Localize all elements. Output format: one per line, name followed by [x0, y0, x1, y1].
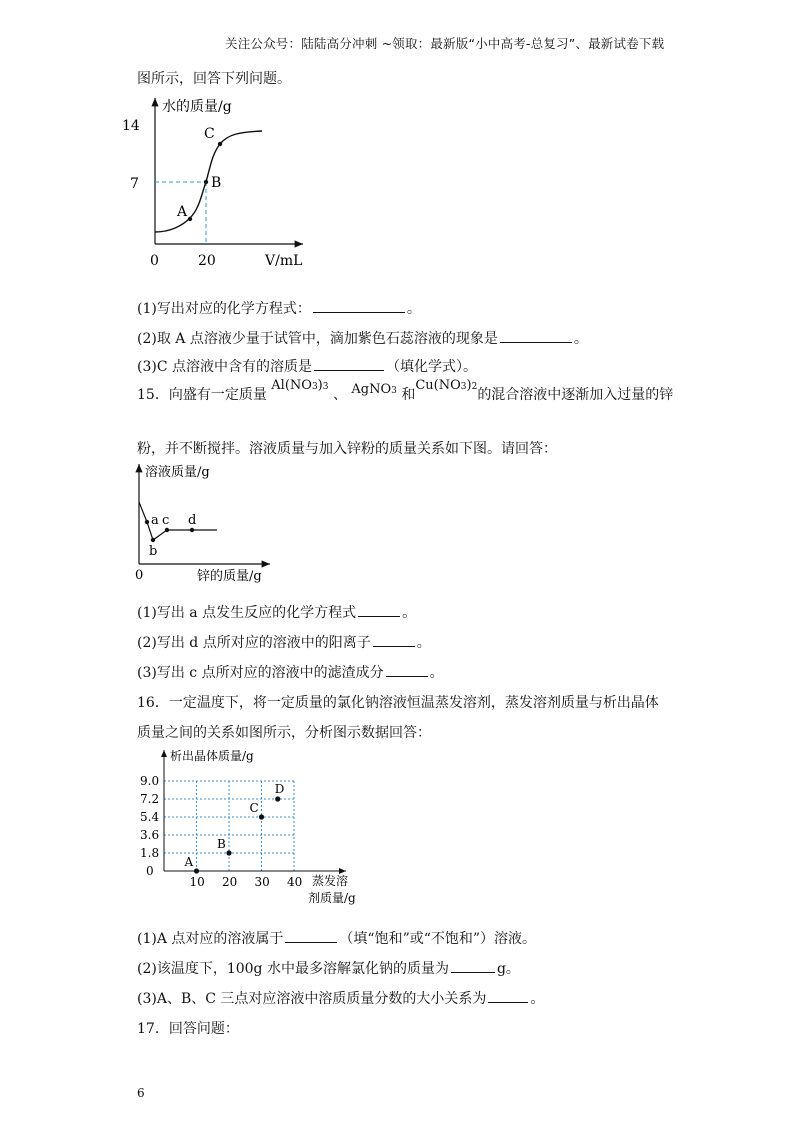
q16-part3: (3)A、B、C 三点对应溶液中溶质质量分数的大小关系为 。: [137, 988, 544, 1008]
point-d-label: D: [274, 782, 285, 796]
y-tick-1.8: 1.8: [140, 846, 160, 860]
point-a-marker: [188, 217, 192, 221]
y-tick-3.6: 3.6: [140, 828, 160, 842]
x-axis-label-line2: 剂质量/g: [308, 891, 356, 905]
q16-stem-line1: 16．一定温度下，将一定质量的氯化钠溶液恒温蒸发溶剂，蒸发溶剂质量与析出晶体: [137, 695, 659, 711]
x-tick-30: 30: [254, 875, 270, 889]
point-c-marker: [218, 142, 222, 146]
y-axis-label: 水的质量/g: [162, 99, 232, 115]
crystal-mass-chart: [138, 744, 368, 910]
q16-part2: (2)该温度下，100g 水中最多溶解氯化钠的质量为 g。: [137, 958, 520, 978]
q16-stem-line2: 质量之间的关系如图所示，分析图示数据回答：: [137, 725, 431, 741]
point-a-label: A: [177, 204, 188, 220]
y-tick-7: 7: [130, 176, 139, 192]
page-header: 关注公众号：陆陆高分冲刺 ~领取：最新版“小中高考-总复习”、最新试卷下载: [225, 36, 665, 51]
x-tick-0: 0: [150, 253, 159, 269]
point-a-marker: [145, 520, 149, 524]
point-c-label: c: [162, 513, 170, 528]
origin-label: 0: [135, 568, 144, 583]
point-b-marker: [226, 850, 231, 855]
x-tick-20: 20: [222, 875, 238, 889]
x-axis-label: 锌的质量/g: [197, 569, 262, 584]
q14-part1: (1)写出对应的化学方程式： 。: [137, 298, 421, 318]
point-b-marker: [151, 538, 155, 542]
point-d-marker: [275, 796, 280, 801]
solution-mass-chart: [125, 458, 285, 586]
q14-part3: (3)C 点溶液中含有的溶质是 （填化学式）。: [137, 356, 477, 376]
y-tick-9.0: 9.0: [140, 774, 160, 788]
q15-part2: (2)写出 d 点所对应的溶液中的阳离子 。: [137, 632, 431, 652]
point-a-label: A: [184, 855, 194, 869]
x-axis-label: V/mL: [265, 253, 303, 269]
q15-stem-line2: 粉，并不断搅拌。溶液质量与加入锌粉的质量关系如下图。请回答：: [137, 441, 557, 457]
point-c-label: C: [204, 126, 215, 142]
x-tick-10: 10: [189, 875, 205, 889]
water-mass-chart: [120, 92, 320, 270]
y-axis-label: 析出晶体质量/g: [170, 749, 254, 763]
q16-part1: (1)A 点对应的溶液属于 （填“饱和”或“不饱和”）溶液。: [137, 928, 536, 948]
point-d-marker: [190, 528, 194, 532]
y-tick-5.4: 5.4: [140, 810, 160, 824]
q15-stem-line1: 15．向盛有一定质量 Al(NO3)3 、 AgNO3 和Cu(NO3)2的混合溶液中逐渐加入过量的锌: [137, 378, 674, 403]
point-b-label: B: [211, 175, 222, 191]
page-number: 6: [137, 1086, 145, 1100]
y-tick-14: 14: [122, 118, 140, 134]
origin-label: 0: [146, 864, 154, 878]
x-tick-40: 40: [287, 875, 303, 889]
y-tick-7.2: 7.2: [140, 792, 160, 806]
q17-stem: 17．回答问题：: [137, 1021, 239, 1037]
point-d-label: d: [188, 513, 197, 528]
intro-line: 图所示，回答下列问题。: [137, 71, 291, 87]
point-b-marker: [204, 180, 208, 184]
point-c-label: C: [249, 801, 259, 815]
q15-part3: (3)写出 c 点所对应的溶液中的滤渣成分 。: [137, 662, 444, 682]
x-tick-20: 20: [198, 253, 216, 269]
point-b-label: b: [149, 544, 158, 559]
q14-part2: (2)取 A 点溶液少量于试管中，滴加紫色石蕊溶液的现象是 。: [137, 328, 588, 348]
point-c-marker: [259, 814, 264, 819]
point-a-marker: [194, 868, 199, 873]
x-axis-label-line1: 蒸发溶: [312, 874, 349, 888]
y-axis-label: 溶液质量/g: [145, 465, 210, 480]
point-a-label: a: [151, 513, 159, 528]
point-c-marker: [165, 528, 169, 532]
q15-part1: (1)写出 a 点发生反应的化学方程式 。: [137, 602, 416, 622]
point-b-label: B: [217, 837, 226, 851]
